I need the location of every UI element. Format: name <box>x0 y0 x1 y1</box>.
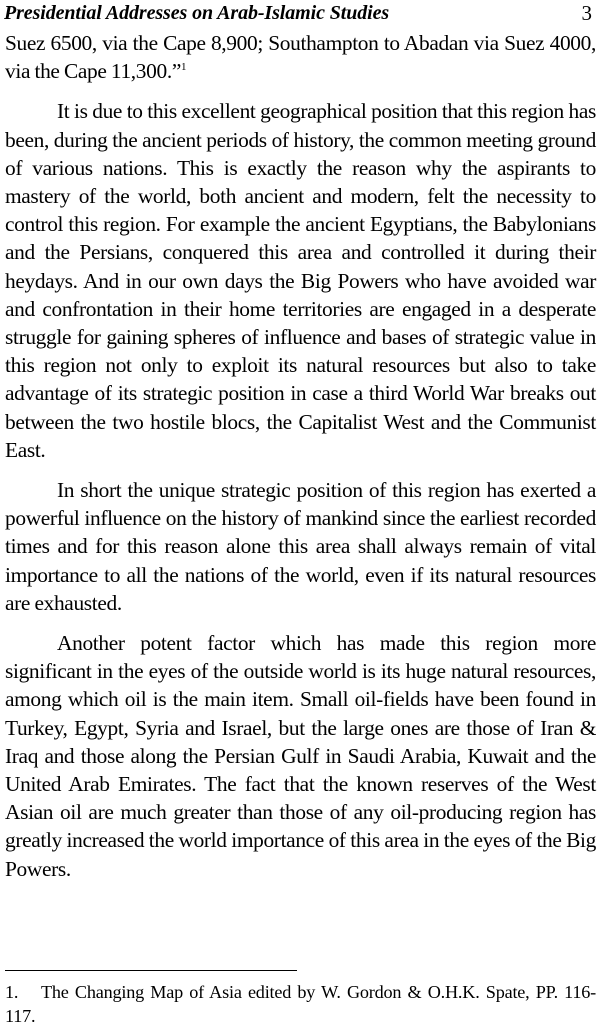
footnote-text: The Changing Map of Asia edited by W. Gordon & O.H.K. Spate, PP. 116-117. <box>5 982 596 1026</box>
running-header <box>4 0 594 30</box>
footnote-reference: 1 <box>180 61 187 74</box>
body-text <box>5 29 596 895</box>
paragraph-natural-resources: Another potent factor which has made this region more significant in the eyes of the outside world is its huge natural resources, among which oil is the main item. Small oil-fields have been found in Turkey, Egypt, Syria and Israel, but the large ones are those of Iran & Iraq and those along the Persian Gulf in Saudi Arabia, Kuwait and the United Arab Emirates. The fact that the known reserves of the West Asian oil are much greater than those of any oil-producing region has greatly increased the world importance of this area in the eyes of the Big Powers. <box>5 631 596 881</box>
paragraph-strategic-position: In short the unique strategic position of this region has exerted a powerful influence on the history of mankind since the earliest recorded times and for this reason alone this area shall always remain of vital importance to all the nations of the world, even if its natural resources are exhausted. <box>5 478 596 615</box>
paragraph-continuation <box>5 29 596 85</box>
header-title: Presidential Addresses on Arab-Islamic Studies <box>4 2 390 24</box>
footnote-number: 1. <box>5 982 19 1002</box>
paragraph-geographical-position: It is due to this excellent geographical position that this region has been, during the ancient periods of history, the common meeting ground of various nations. This is exactly the reason why the aspirants to mastery of the world, both ancient and modern, felt the necessity to control this region. For example the ancient Egyptians, the Babylonians and the Persians, conquered this area and controlled it during their heydays. And in our own days the Big Powers who have avoided war and confrontation in their home territories are engaged in a desperate struggle for gaining spheres of influence and bases of strategic value in this region not only to exploit its natural resources but also to take advantage of its strategic position in case a third World War breaks out between the two hostile blocs, the Capitalist West and the Communist East. <box>5 99 596 462</box>
footnote-divider <box>5 970 297 971</box>
footnote <box>5 980 596 1028</box>
paragraph-text: Suez 6500, via the Cape 8,900; Southampton to Abadan via Suez 4000, via the Cape 11,300.” <box>5 31 596 84</box>
page-number: 3 <box>581 1 592 25</box>
